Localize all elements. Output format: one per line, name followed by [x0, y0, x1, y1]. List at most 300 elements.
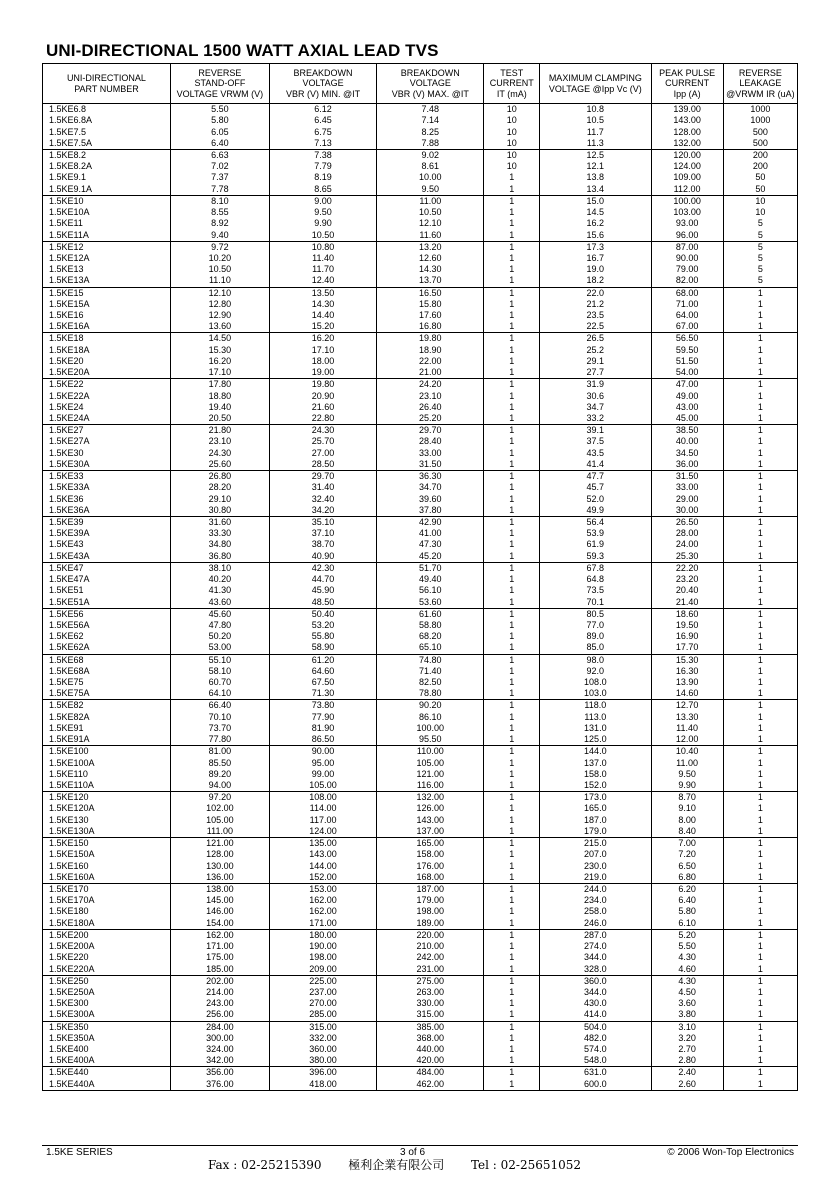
- value-cell: 270.00: [269, 998, 376, 1009]
- value-cell: 462.00: [377, 1079, 484, 1091]
- value-cell: 1: [484, 895, 540, 906]
- part-number-cell: 1.5KE100A: [49, 757, 95, 768]
- value-cell: 7.13: [269, 138, 376, 150]
- footer-divider: [42, 1145, 798, 1146]
- part-number-cell: 1.5KE47: [43, 562, 171, 574]
- value-cell: 109.00: [651, 172, 723, 183]
- value-cell: 1: [484, 620, 540, 631]
- value-cell: 179.0: [540, 826, 651, 838]
- value-cell: 29.1: [540, 356, 651, 367]
- value-cell: 70.1: [540, 596, 651, 608]
- part-number-cell: 1.5KE39A: [49, 528, 90, 539]
- value-cell: 185.00: [170, 963, 269, 975]
- part-number-cell: 1.5KE7.5A: [49, 137, 93, 148]
- value-cell: 45.00: [651, 413, 723, 425]
- value-cell: 154.00: [170, 918, 269, 930]
- value-cell: 28.20: [170, 482, 269, 493]
- value-cell: 153.00: [269, 883, 376, 895]
- value-cell: 11.10: [170, 275, 269, 287]
- value-cell: 26.80: [170, 471, 269, 483]
- value-cell: 258.0: [540, 906, 651, 917]
- value-cell: 9.90: [269, 218, 376, 229]
- value-cell: 20.40: [651, 585, 723, 596]
- value-cell: 21.40: [651, 596, 723, 608]
- value-cell: 220.00: [377, 929, 484, 941]
- part-number-cell: 1.5KE300: [49, 998, 89, 1009]
- value-cell: 25.60: [170, 459, 269, 471]
- value-cell: 94.00: [170, 780, 269, 792]
- part-number-cell: 1.5KE220A: [49, 963, 95, 974]
- value-cell: 136.00: [170, 872, 269, 884]
- value-cell: 6.50: [651, 860, 723, 871]
- value-cell: 12.60: [377, 253, 484, 264]
- value-cell: 2.60: [651, 1079, 723, 1091]
- value-cell: 11.60: [377, 229, 484, 241]
- value-cell: 165.0: [540, 803, 651, 814]
- part-number-cell: 1.5KE9.1A: [49, 183, 93, 194]
- value-cell: 1: [484, 390, 540, 401]
- value-cell: 36.30: [377, 471, 484, 483]
- part-number-cell: 1.5KE22A: [49, 390, 90, 401]
- value-cell: 56.4: [540, 516, 651, 528]
- value-cell: 8.19: [269, 172, 376, 183]
- value-cell: 12.5: [540, 149, 651, 161]
- column-header-line: REVERSE: [198, 67, 242, 78]
- table-row: [43, 390, 798, 401]
- value-cell: 1: [484, 998, 540, 1009]
- table-row: [43, 1033, 798, 1044]
- value-cell: 7.14: [377, 115, 484, 126]
- value-cell: 117.00: [269, 815, 376, 826]
- table-row: [43, 539, 798, 550]
- value-cell: 24.30: [269, 425, 376, 437]
- table-row: [43, 975, 798, 987]
- value-cell: 1: [484, 700, 540, 712]
- column-header: [43, 64, 171, 104]
- value-cell: 1: [484, 1079, 540, 1091]
- value-cell: 7.79: [269, 161, 376, 172]
- value-cell: 10.80: [269, 241, 376, 253]
- value-cell: 1: [723, 677, 797, 688]
- part-number-cell: 1.5KE400: [49, 1044, 89, 1055]
- value-cell: 120.00: [651, 149, 723, 161]
- part-number-cell: 1.5KE250A: [49, 986, 95, 997]
- value-cell: 1: [723, 299, 797, 310]
- value-cell: 18.00: [269, 356, 376, 367]
- value-cell: 215.0: [540, 838, 651, 850]
- value-cell: 1: [723, 345, 797, 356]
- value-cell: 1: [484, 207, 540, 218]
- value-cell: 17.60: [377, 310, 484, 321]
- value-cell: 237.00: [269, 987, 376, 998]
- value-cell: 6.80: [651, 872, 723, 884]
- value-cell: 67.00: [651, 321, 723, 333]
- value-cell: 17.10: [269, 345, 376, 356]
- value-cell: 1: [484, 746, 540, 758]
- value-cell: 41.4: [540, 459, 651, 471]
- value-cell: 1: [484, 803, 540, 814]
- value-cell: 1: [723, 321, 797, 333]
- value-cell: 131.0: [540, 723, 651, 734]
- value-cell: 77.90: [269, 712, 376, 723]
- value-cell: 126.00: [377, 803, 484, 814]
- column-header: [651, 64, 723, 104]
- value-cell: 12.00: [651, 734, 723, 746]
- value-cell: 9.50: [377, 184, 484, 196]
- value-cell: 19.80: [377, 333, 484, 345]
- value-cell: 1: [484, 493, 540, 504]
- value-cell: 102.00: [170, 803, 269, 814]
- value-cell: 1: [723, 379, 797, 391]
- table-row: [43, 264, 798, 275]
- value-cell: 1: [484, 1033, 540, 1044]
- value-cell: 356.00: [170, 1067, 269, 1079]
- part-number-cell: 1.5KE130: [49, 814, 89, 825]
- value-cell: 13.70: [377, 275, 484, 287]
- value-cell: 25.2: [540, 345, 651, 356]
- value-cell: 25.20: [377, 413, 484, 425]
- value-cell: 1: [723, 585, 797, 596]
- value-cell: 1: [723, 723, 797, 734]
- column-header-line: BREAKDOWN: [293, 67, 353, 78]
- value-cell: 6.45: [269, 115, 376, 126]
- value-cell: 1: [484, 952, 540, 963]
- value-cell: 1: [723, 987, 797, 998]
- value-cell: 12.90: [170, 310, 269, 321]
- value-cell: 1: [723, 596, 797, 608]
- value-cell: 6.40: [651, 895, 723, 906]
- column-header-line: UNI-DIRECTIONAL: [66, 73, 146, 83]
- value-cell: 4.50: [651, 987, 723, 998]
- value-cell: 19.0: [540, 264, 651, 275]
- value-cell: 1: [723, 310, 797, 321]
- value-cell: 1: [723, 952, 797, 963]
- value-cell: 1: [723, 757, 797, 768]
- value-cell: 59.3: [540, 551, 651, 563]
- value-cell: 59.50: [651, 345, 723, 356]
- footer-series: 1.5KE SERIES: [46, 1147, 113, 1158]
- value-cell: 242.00: [377, 952, 484, 963]
- table-row: [43, 195, 798, 207]
- value-cell: 1: [484, 918, 540, 930]
- table-row: [43, 712, 798, 723]
- value-cell: 14.60: [651, 688, 723, 700]
- value-cell: 125.0: [540, 734, 651, 746]
- value-cell: 49.00: [651, 390, 723, 401]
- part-number-cell: 1.5KE82: [43, 700, 171, 712]
- table-row: [43, 746, 798, 758]
- table-row: [43, 207, 798, 218]
- value-cell: 143.00: [651, 115, 723, 126]
- value-cell: 207.0: [540, 849, 651, 860]
- value-cell: 23.5: [540, 310, 651, 321]
- value-cell: 152.00: [269, 872, 376, 884]
- column-header: [723, 64, 797, 104]
- column-header-line: CURRENT: [489, 78, 534, 89]
- value-cell: 256.00: [170, 1009, 269, 1021]
- value-cell: 111.00: [170, 826, 269, 838]
- value-cell: 1: [723, 734, 797, 746]
- value-cell: 100.00: [651, 195, 723, 207]
- value-cell: 143.00: [269, 849, 376, 860]
- value-cell: 4.60: [651, 963, 723, 975]
- value-cell: 1: [723, 700, 797, 712]
- value-cell: 15.30: [651, 654, 723, 666]
- table-row: [43, 929, 798, 941]
- column-header-line: MAXIMUM CLAMPING: [548, 73, 642, 83]
- value-cell: 1: [484, 883, 540, 895]
- value-cell: 47.7: [540, 471, 651, 483]
- part-number-cell: 1.5KE56: [43, 608, 171, 620]
- table-row: [43, 551, 798, 563]
- value-cell: 41.30: [170, 585, 269, 596]
- part-number-cell: 1.5KE300A: [49, 1009, 95, 1020]
- table-row: [43, 1079, 798, 1091]
- table-row: [43, 1009, 798, 1021]
- value-cell: 49.9: [540, 505, 651, 517]
- value-cell: 385.00: [377, 1021, 484, 1033]
- table-row: [43, 585, 798, 596]
- table-row: [43, 574, 798, 585]
- value-cell: 1: [484, 929, 540, 941]
- column-header-line: CURRENT: [665, 78, 710, 89]
- value-cell: 1: [484, 1044, 540, 1055]
- value-cell: 1: [484, 792, 540, 804]
- value-cell: 43.00: [651, 402, 723, 413]
- value-cell: 17.70: [651, 642, 723, 654]
- table-row: [43, 149, 798, 161]
- part-number-cell: 1.5KE18: [43, 333, 171, 345]
- value-cell: 18.90: [377, 345, 484, 356]
- value-cell: 1: [484, 241, 540, 253]
- part-number-cell: 1.5KE43A: [49, 550, 90, 561]
- table-row: [43, 757, 798, 768]
- value-cell: 8.55: [170, 207, 269, 218]
- part-number-cell: 1.5KE15: [43, 287, 171, 299]
- value-cell: 79.00: [651, 264, 723, 275]
- value-cell: 1: [484, 459, 540, 471]
- value-cell: 64.00: [651, 310, 723, 321]
- table-row: [43, 356, 798, 367]
- value-cell: 56.50: [651, 333, 723, 345]
- value-cell: 108.0: [540, 677, 651, 688]
- value-cell: 2.40: [651, 1067, 723, 1079]
- value-cell: 482.0: [540, 1033, 651, 1044]
- value-cell: 8.00: [651, 815, 723, 826]
- table-row: [43, 688, 798, 700]
- fax-number: Fax : 02-25215390: [208, 1158, 322, 1172]
- value-cell: 35.10: [269, 516, 376, 528]
- value-cell: 32.40: [269, 493, 376, 504]
- value-cell: 165.00: [377, 838, 484, 850]
- part-number-cell: 1.5KE180: [49, 906, 89, 917]
- value-cell: 1: [723, 448, 797, 459]
- value-cell: 8.65: [269, 184, 376, 196]
- table-row: [43, 275, 798, 287]
- value-cell: 12.10: [170, 287, 269, 299]
- table-row: [43, 528, 798, 539]
- value-cell: 1: [484, 402, 540, 413]
- table-row: [43, 345, 798, 356]
- value-cell: 81.90: [269, 723, 376, 734]
- column-header-line: VOLTAGE: [302, 78, 344, 89]
- value-cell: 53.00: [170, 642, 269, 654]
- value-cell: 30.6: [540, 390, 651, 401]
- table-header-row: [43, 64, 798, 104]
- value-cell: 631.0: [540, 1067, 651, 1079]
- value-cell: 2.70: [651, 1044, 723, 1055]
- value-cell: 285.00: [269, 1009, 376, 1021]
- value-cell: 25.70: [269, 436, 376, 447]
- value-cell: 1: [484, 367, 540, 379]
- value-cell: 61.60: [377, 608, 484, 620]
- value-cell: 1: [723, 826, 797, 838]
- value-cell: 6.05: [170, 126, 269, 137]
- value-cell: 5.20: [651, 929, 723, 941]
- value-cell: 1: [484, 264, 540, 275]
- value-cell: 4.30: [651, 975, 723, 987]
- value-cell: 33.00: [651, 482, 723, 493]
- part-number-cell: 1.5KE170A: [49, 895, 95, 906]
- value-cell: 1: [723, 654, 797, 666]
- part-number-cell: 1.5KE27A: [49, 436, 90, 447]
- value-cell: 13.30: [651, 712, 723, 723]
- value-cell: 82.50: [377, 677, 484, 688]
- table-row: [43, 849, 798, 860]
- value-cell: 171.00: [269, 918, 376, 930]
- value-cell: 100.00: [377, 723, 484, 734]
- value-cell: 105.00: [377, 757, 484, 768]
- value-cell: 1: [484, 757, 540, 768]
- value-cell: 3.60: [651, 998, 723, 1009]
- part-number-cell: 1.5KE440: [43, 1067, 171, 1079]
- value-cell: 1: [723, 860, 797, 871]
- column-header-line: VOLTAGE VRWM (V): [176, 88, 264, 99]
- value-cell: 162.00: [170, 929, 269, 941]
- value-cell: 128.00: [651, 126, 723, 137]
- table-row: [43, 505, 798, 517]
- value-cell: 1: [723, 562, 797, 574]
- value-cell: 324.00: [170, 1044, 269, 1055]
- value-cell: 16.80: [377, 321, 484, 333]
- value-cell: 158.0: [540, 769, 651, 780]
- value-cell: 1: [484, 505, 540, 517]
- value-cell: 234.0: [540, 895, 651, 906]
- value-cell: 31.50: [651, 471, 723, 483]
- value-cell: 1: [484, 712, 540, 723]
- value-cell: 179.00: [377, 895, 484, 906]
- value-cell: 200: [723, 161, 797, 172]
- value-cell: 5.50: [170, 104, 269, 116]
- table-row: [43, 998, 798, 1009]
- value-cell: 39.1: [540, 425, 651, 437]
- value-cell: 114.00: [269, 803, 376, 814]
- part-number-cell: 1.5KE120A: [49, 803, 95, 814]
- value-cell: 45.20: [377, 551, 484, 563]
- table-row: [43, 620, 798, 631]
- part-number-cell: 1.5KE82A: [49, 711, 90, 722]
- table-row: [43, 241, 798, 253]
- table-row: [43, 448, 798, 459]
- value-cell: 22.00: [377, 356, 484, 367]
- value-cell: 152.0: [540, 780, 651, 792]
- value-cell: 5: [723, 253, 797, 264]
- value-cell: 42.30: [269, 562, 376, 574]
- value-cell: 1000: [723, 115, 797, 126]
- value-cell: 187.00: [377, 883, 484, 895]
- value-cell: 90.20: [377, 700, 484, 712]
- value-cell: 1: [723, 1067, 797, 1079]
- value-cell: 90.00: [651, 253, 723, 264]
- column-header: [377, 64, 484, 104]
- table-row: [43, 321, 798, 333]
- value-cell: 64.60: [269, 666, 376, 677]
- value-cell: 10: [723, 195, 797, 207]
- value-cell: 1: [723, 883, 797, 895]
- value-cell: 180.00: [269, 929, 376, 941]
- value-cell: 11.70: [269, 264, 376, 275]
- value-cell: 8.40: [651, 826, 723, 838]
- table-row: [43, 172, 798, 183]
- value-cell: 29.70: [269, 471, 376, 483]
- value-cell: 1: [484, 321, 540, 333]
- column-header-line: VOLTAGE: [409, 78, 451, 89]
- value-cell: 6.10: [651, 918, 723, 930]
- value-cell: 15.30: [170, 345, 269, 356]
- value-cell: 33.30: [170, 528, 269, 539]
- table-row: [43, 872, 798, 884]
- part-number-cell: 1.5KE10A: [49, 207, 90, 218]
- value-cell: 55.10: [170, 654, 269, 666]
- part-number-cell: 1.5KE440A: [49, 1078, 95, 1089]
- value-cell: 1: [723, 872, 797, 884]
- value-cell: 34.20: [269, 505, 376, 517]
- value-cell: 1: [723, 906, 797, 917]
- part-number-cell: 1.5KE160A: [49, 871, 95, 882]
- value-cell: 12.70: [651, 700, 723, 712]
- value-cell: 3.80: [651, 1009, 723, 1021]
- value-cell: 1: [484, 574, 540, 585]
- table-row: [43, 115, 798, 126]
- column-header-line: PART NUMBER: [74, 83, 139, 94]
- value-cell: 103.0: [540, 688, 651, 700]
- value-cell: 21.60: [269, 402, 376, 413]
- value-cell: 28.50: [269, 459, 376, 471]
- value-cell: 10.50: [377, 207, 484, 218]
- value-cell: 7.02: [170, 161, 269, 172]
- value-cell: 82.00: [651, 275, 723, 287]
- value-cell: 71.40: [377, 666, 484, 677]
- value-cell: 1: [723, 1044, 797, 1055]
- value-cell: 219.0: [540, 872, 651, 884]
- value-cell: 189.00: [377, 918, 484, 930]
- value-cell: 146.00: [170, 906, 269, 917]
- value-cell: 51.70: [377, 562, 484, 574]
- table-row: [43, 631, 798, 642]
- value-cell: 13.20: [377, 241, 484, 253]
- value-cell: 16.20: [170, 356, 269, 367]
- table-row: [43, 138, 798, 150]
- value-cell: 40.90: [269, 551, 376, 563]
- value-cell: 99.00: [269, 769, 376, 780]
- value-cell: 21.00: [377, 367, 484, 379]
- table-row: [43, 987, 798, 998]
- table-row: [43, 562, 798, 574]
- value-cell: 65.10: [377, 642, 484, 654]
- value-cell: 71.30: [269, 688, 376, 700]
- value-cell: 24.20: [377, 379, 484, 391]
- value-cell: 1: [484, 838, 540, 850]
